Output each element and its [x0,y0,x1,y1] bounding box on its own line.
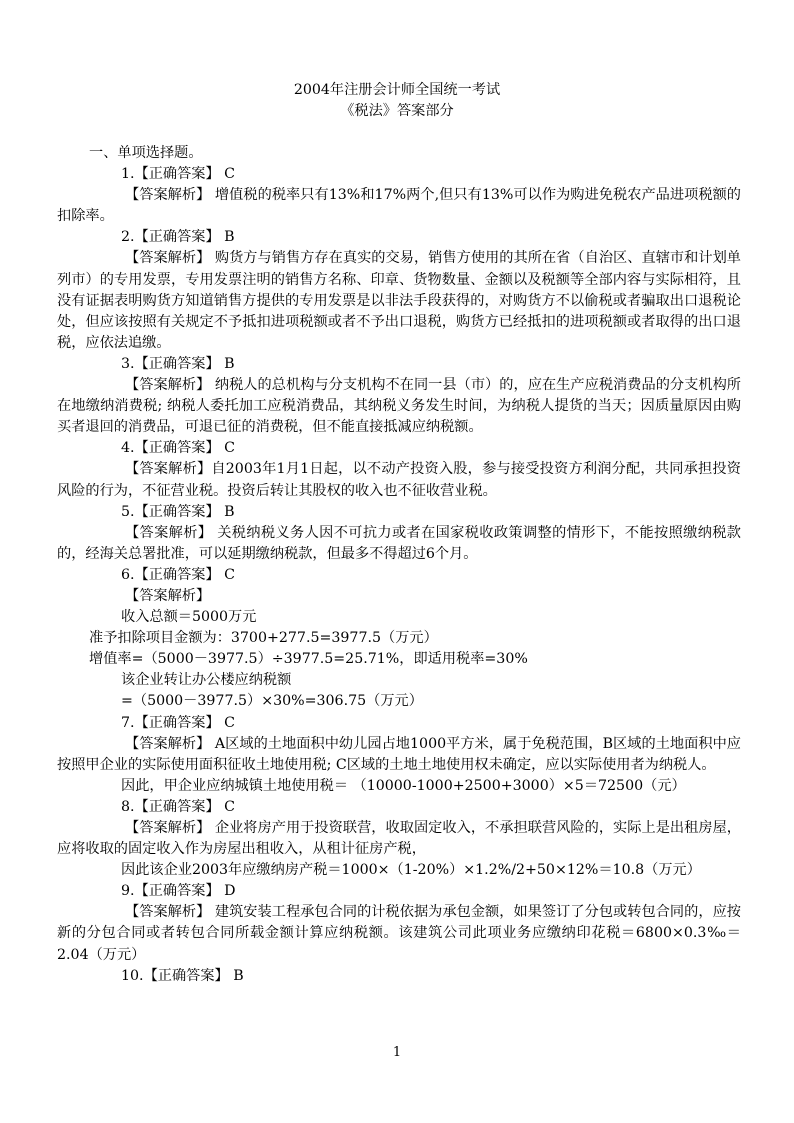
page-number: 1 [392,1045,402,1060]
calc-line: 因此，甲企业应纳城镇土地使用税＝ （10000-1000+2500+3000）×5＝72500（元） [121,777,686,794]
calc-line: 增值率=（5000－3977.5）÷3977.5=25.71%，即适用税率=30% [89,651,528,668]
calc-line: 准予扣除项目金额为：3700+277.5=3977.5（万元） [89,630,438,647]
answer-3: 3.【正确答案】 B [121,355,235,372]
answer-9: 9.【正确答案】 D [121,883,236,900]
section-heading: 一、单项选择题。 [89,145,203,161]
explanation-8: 【答案解析】 企业将房产用于投资联营，收取固定收入，不承担联营风险的，实际上是出租房屋，应将收取的固定收入作为房屋出租收入，从租计征房产税， [57,820,741,858]
answer-5: 5.【正确答案】 B [121,503,235,520]
answer-10: 10.【正确答案】 B [121,967,244,984]
calc-line: 收入总额＝5000万元 [121,609,257,626]
calc-line: 该企业转让办公楼应纳税额 [121,672,292,689]
calc-line: =（5000－3977.5）×30%=306.75（万元） [121,693,423,710]
document-subtitle: 《税法》答案部分 [340,103,454,119]
document-title: 2004年注册会计师全国统一考试 [293,82,501,98]
explanation-4: 【答案解析】自2003年1月1日起，以不动产投资入股，参与接受投资方利润分配，共同承担投资风险的行为，不征营业税。投资后转让其股权的收入也不征收营业税。 [57,461,741,499]
explanation-1: 【答案解析】 增值税的税率只有13%和17%两个,但只有13%可以作为购进免税农产品进项税额的扣除率。 [57,187,741,225]
explanation-2: 【答案解析】 购货方与销售方存在真实的交易，销售方使用的其所在省（自治区、直辖市和计划单列市）的专用发票，专用发票注明的销售方名称、印章、货物数量、金额以及税额等全部内容与实际相符，且没有证据表明购货方知道销售方提供的专用发票是以非法手段获得的，对购货方不以偷税或者骗取出口退税论处，但应该按照有关规定不予抵扣进项税额或者不予出口退税，购货方已经抵扣的进项税额或者取得的出口退税，应依法追缴。 [57,250,741,351]
answer-1: 1.【正确答案】 C [121,166,236,183]
answer-6: 6.【正确答案】 C [121,566,236,583]
explanation-5: 【答案解析】 关税纳税义务人因不可抗力或者在国家税收政策调整的情形下，不能按照缴纳税款的，经海关总署批准，可以延期缴纳税款，但最多不得超过6个月。 [57,524,741,562]
answer-2: 2.【正确答案】 B [121,229,235,246]
calc-line: 因此该企业2003年应缴纳房产税＝1000×（1-20%）×1.2%/2+50×12%＝10.8（万元） [121,862,701,879]
answer-content [57,143,741,987]
explanation-7: 【答案解析】 A区域的土地面积中幼儿园占地1000平方米，属于免税范围，B区域的土地面积中应按照甲企业的实际使用面积征收土地使用税; C区域的土地土地使用权未确定，应以实际使用者为纳税人。 [57,735,741,773]
answer-7: 7.【正确答案】 C [121,714,236,731]
answer-8: 8.【正确答案】 C [121,798,236,815]
explanation-9: 【答案解析】 建筑安装工程承包合同的计税依据为承包金额，如果签订了分包或转包合同的，应按新的分包合同或者转包合同所载金额计算应纳税额。该建筑公司此项业务应缴纳印花税＝6800×0.3‰＝2.04（万元） [57,904,741,963]
answer-4: 4.【正确答案】 C [121,440,236,457]
explanation-6: 【答案解析】 [125,587,211,604]
explanation-3: 【答案解析】 纳税人的总机构与分支机构不在同一县（市）的，应在生产应税消费品的分支机构所在地缴纳消费税; 纳税人委托加工应税消费品，其纳税义务发生时间，为纳税人提货的当天；因质量原因由购买者退回的消费品，可退已征的消费税，但不能直接抵减应纳税额。 [57,377,741,436]
